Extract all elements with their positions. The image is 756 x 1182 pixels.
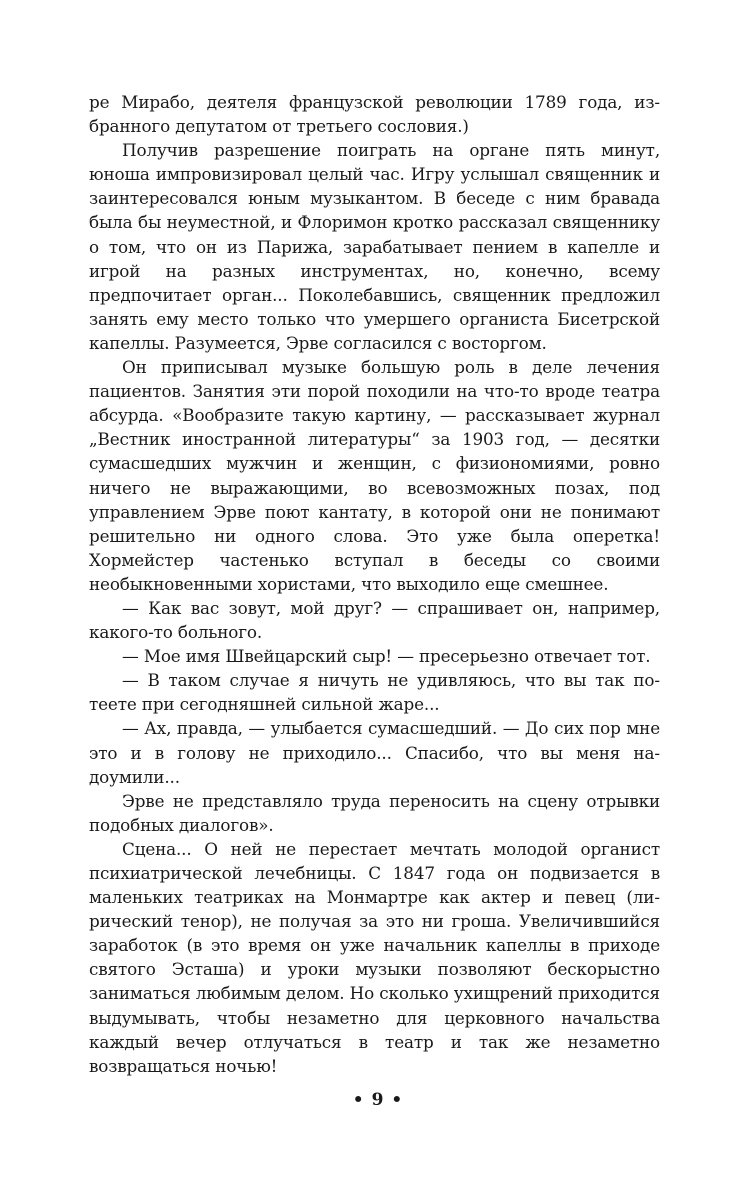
paragraph: Эрве не представляло труда переносить на сцену отрывки подобных диалогов». [89, 790, 660, 835]
page-number: • 9 • [352, 1090, 404, 1110]
dialogue-line: — Мое имя Швейцарский сыр! — пресерьезно отвечает тот. [122, 646, 651, 667]
dialogue-line: — В таком случае я ничуть не удивляюсь, что вы так потеете при сегодняшней сильной жаре... [89, 670, 660, 715]
paragraph: Сцена... О ней не перестает мечтать молодой органист психиатрической лечебницы. С 1847 года он подвизается в маленьких театриках на Монмартре как актер и певец (лирический тенор), не получая за это ни гроша. Увеличившийся заработок (в это время он уже начальник капеллы в приходе святого Эсташа) и уроки музыки позволяют бескорыстно заниматься любимым делом. Но сколько ухищрений приходится выдумывать, чтобы незаметно для церковного начальства каждый вечер отлучаться в театр и так же незаметно возвращаться ночью! [89, 838, 660, 1076]
paragraph: Он приписывал музыке большую роль в деле лечения пациентов. Занятия эти порой походили на что-то вроде театра абсурда. «Вообразите такую картину, — рассказывает журнал „Вестник иностранной литературы“ за 1903 год, — десятки сумасшедших мужчин и женщин, с физиономиями, ровно ничего не выражающими, во всевозможных позах, под управлением Эрве поют кантату, в которой они не понимают решительно ни одного слова. Это уже была оперетка! Хормейстер частенько вступал в беседы со своими необыкновенными хористами, что выходило еще смешнее. [89, 357, 660, 594]
paragraph: Получив разрешение поиграть на органе пять минут, юноша импровизировал целый час. Игру услышал священник и заинтересовался юным музыкантом. В беседе с ним бравада была бы неуместной, и Флоримон кротко рассказал священнику о том, что он из Парижа, зарабатывает пением в капелле и игрой на разных инструментах, но, конечно, всему предпочитает орган... Поколебавшись, священник предложил занять ему место только что умершего органиста Бисетрской капеллы. Разумеется, Эрве согласился с восторгом. [89, 140, 660, 353]
dialogue-line: — Ах, правда, — улыбается сумасшедший. — До сих пор мне это и в голову не приходило... Спасибо, что вы меня надоумили... [89, 718, 660, 787]
page-body [89, 90, 660, 1078]
paragraph-continuation: ре Мирабо, деятеля французской революции 1789 года, избранного депутатом от третьего сословия.) [89, 92, 660, 137]
dialogue-line: — Как вас зовут, мой друг? — спрашивает он, например, какого-то больного. [89, 597, 660, 643]
